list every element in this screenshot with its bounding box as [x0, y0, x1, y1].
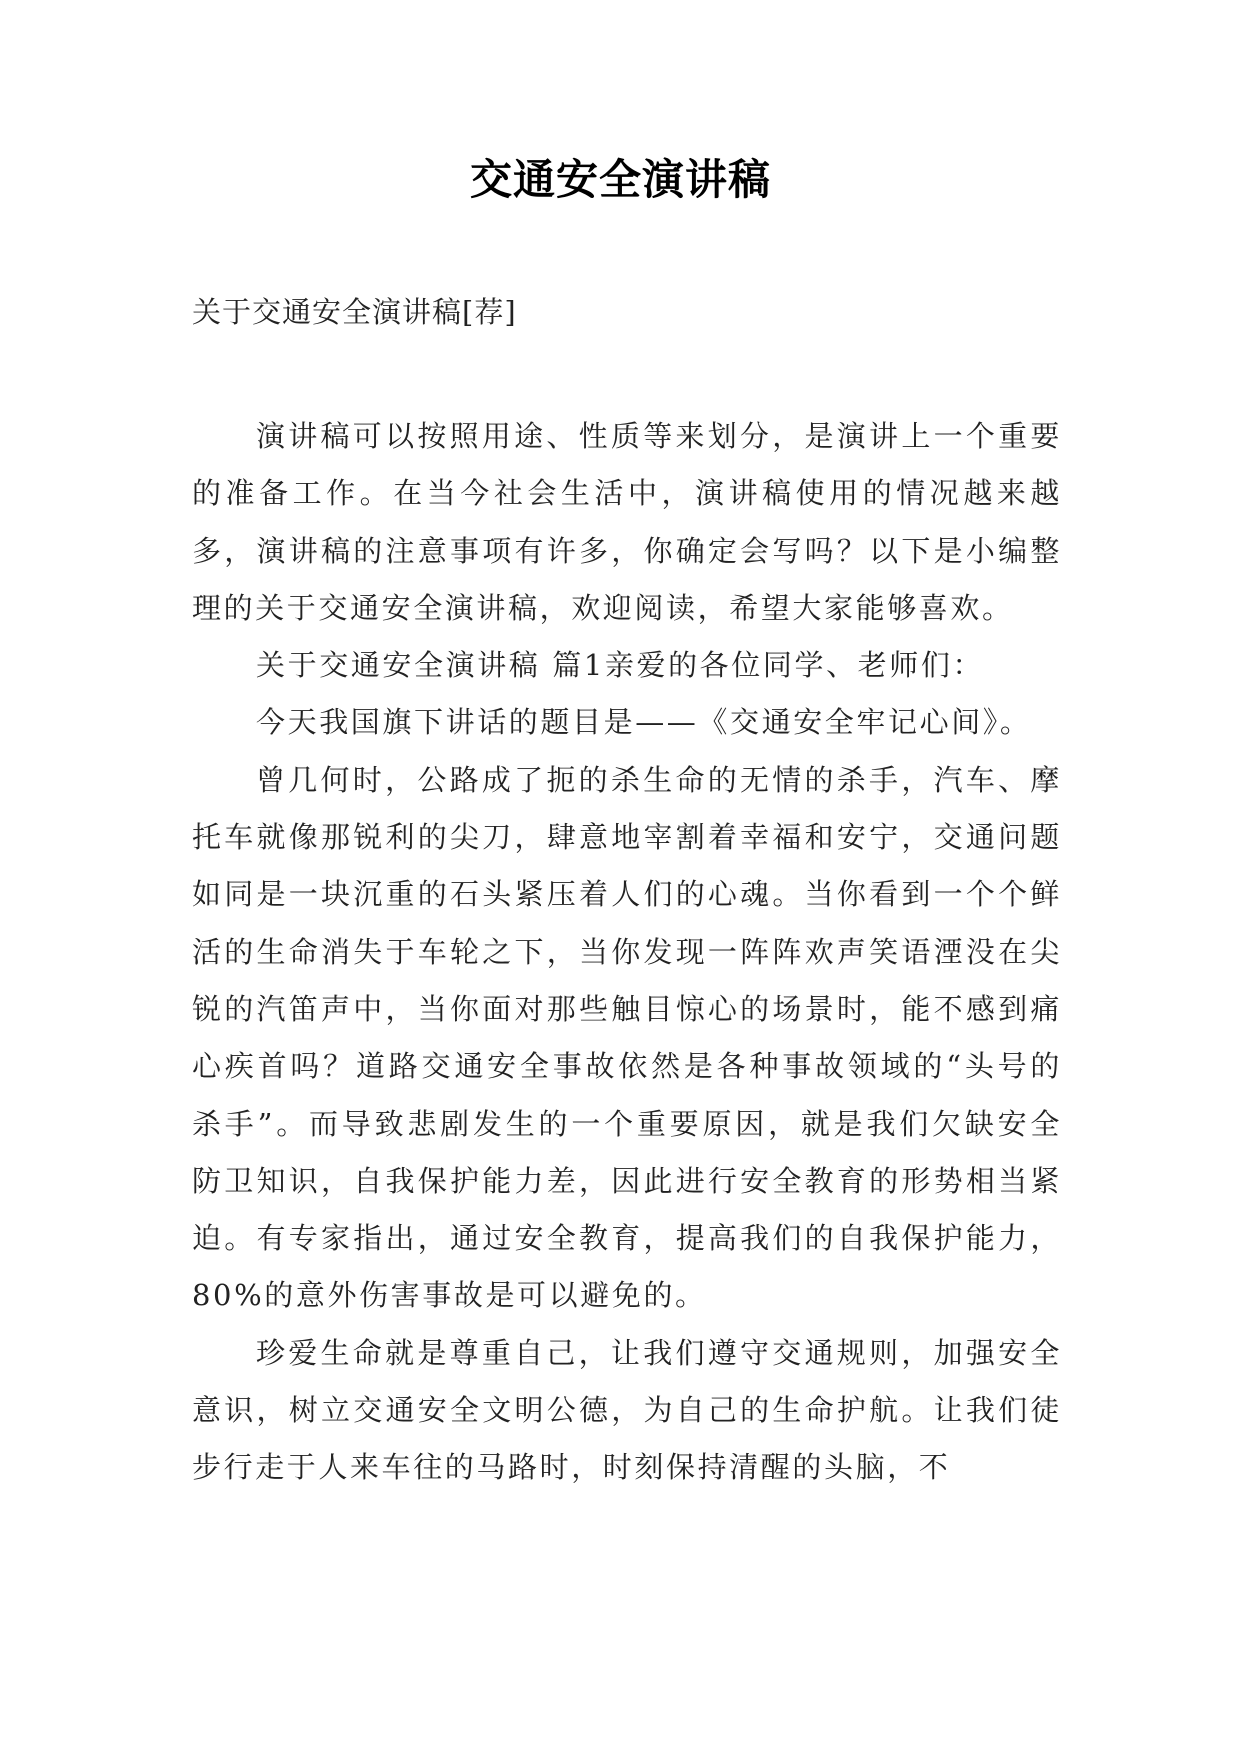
paragraph: 今天我国旗下讲话的题目是——《交通安全牢记心间》。: [256, 705, 1032, 740]
document-subtitle: 关于交通安全演讲稿[荐]: [192, 295, 517, 329]
document-title: 交通安全演讲稿: [469, 155, 771, 204]
paragraph: 曾几何时，公路成了扼的杀生命的无情的杀手，汽车、摩托车就像那锐利的尖刀，肆意地宰割着幸福和安宁，交通问题如同是一块沉重的石头紧压着人们的心魂。当你看到一个个鲜活的生命消失于车轮之下，当你发现一阵阵欢声笑语湮没在尖锐的汽笛声中，当你面对那些触目惊心的场景时，能不感到痛心疾首吗？道路交通安全事故依然是各种事故领域的“头号的杀手”。而导致悲剧发生的一个重要原因，就是我们欠缺安全防卫知识，自我保护能力差，因此进行安全教育的形势相当紧迫。有专家指出，通过安全教育，提高我们的自我保护能力，80%的意外伤害事故是可以避免的。: [192, 762, 1062, 1313]
paragraph: 关于交通安全演讲稿 篇1亲爱的各位同学、老师们：: [256, 648, 985, 683]
paragraph: 演讲稿可以按照用途、性质等来划分，是演讲上一个重要的准备工作。在当今社会生活中，演讲稿使用的情况越来越多，演讲稿的注意事项有许多，你确定会写吗？以下是小编整理的关于交通安全演讲稿，欢迎阅读，希望大家能够喜欢。: [192, 419, 1062, 625]
paragraph: 珍爱生命就是尊重自己，让我们遵守交通规则，加强安全意识，树立交通安全文明公德，为自己的生命护航。让我们徒步行走于人来车往的马路时，时刻保持清醒的头脑，不: [192, 1335, 1062, 1485]
document-body: [192, 408, 1062, 1497]
